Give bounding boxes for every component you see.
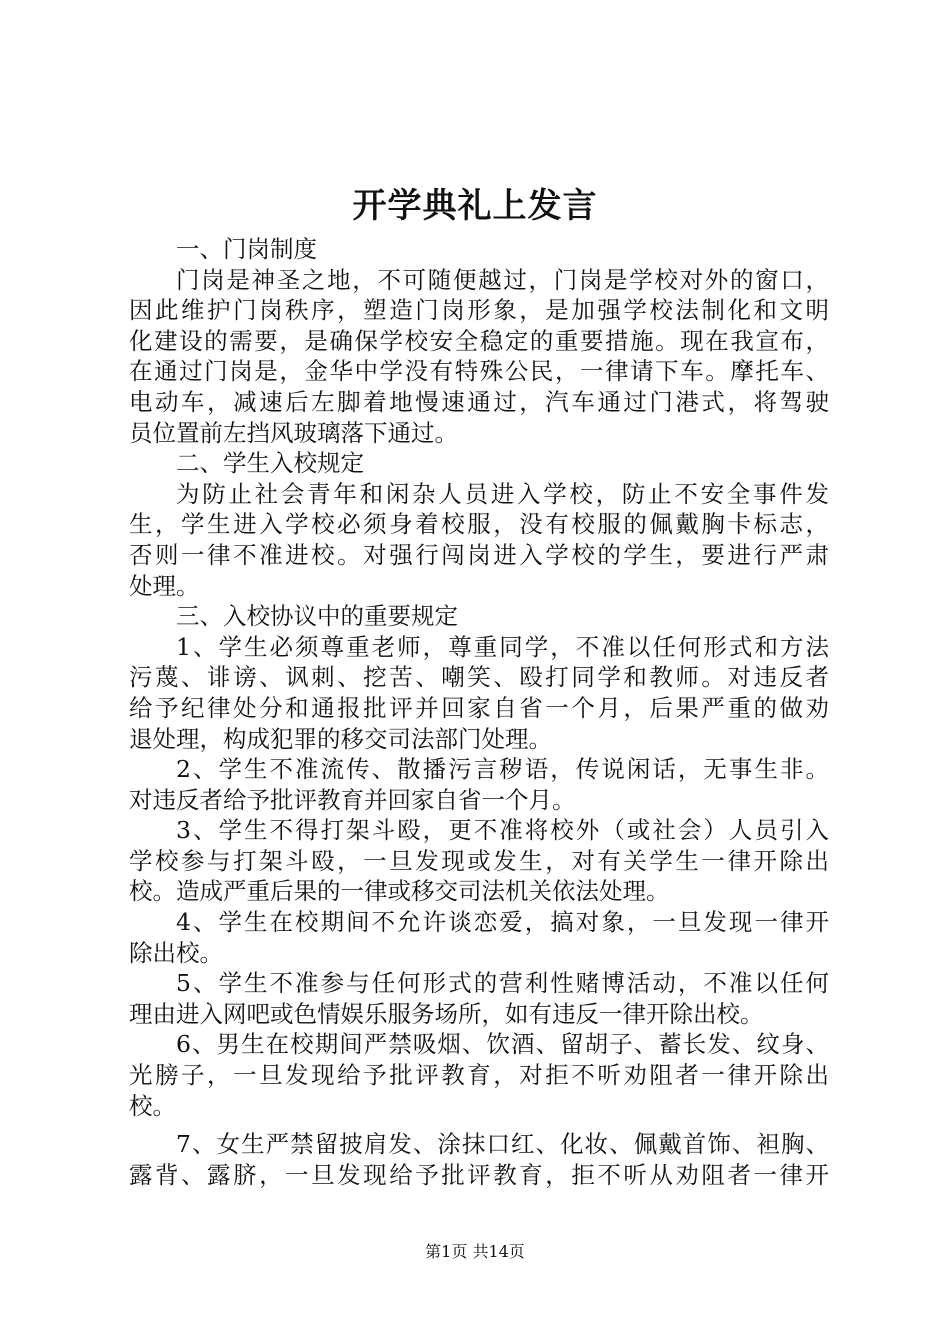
text-line: 三、入校协议中的重要规定 [176, 602, 458, 631]
text-line: 光膀子，一旦发现给予批评教育，对拒不听劝阻者一律开除出 [129, 1061, 829, 1090]
text-line: 4、学生在校期间不允许谈恋爱，搞对象，一旦发现一律开 [176, 908, 829, 937]
text-line: 对违反者给予批评教育并回家自省一个月。 [129, 785, 576, 814]
text-line: 员位置前左挡风玻璃落下通过。 [129, 418, 458, 447]
text-line: 除出校。 [129, 938, 223, 967]
text-line: 在通过门岗是，金华中学没有特殊公民，一律请下车。摩托车、 [129, 357, 829, 386]
text-line: 校。造成严重后果的一律或移交司法机关依法处理。 [129, 877, 670, 906]
text-line: 化建设的需要，是确保学校安全稳定的重要措施。现在我宣布， [129, 326, 829, 355]
text-line: 露背、露脐，一旦发现给予批评教育，拒不听从劝阻者一律开 [129, 1160, 829, 1189]
text-line: 为防止社会青年和闲杂人员进入学校，防止不安全事件发 [176, 479, 829, 508]
document-title: 开学典礼上发言 [352, 186, 598, 226]
text-line: 电动车，减速后左脚着地慢速通过，汽车通过门港式，将驾驶 [129, 387, 829, 416]
text-line: 一、门岗制度 [176, 235, 317, 263]
text-line: 门岗是神圣之地，不可随便越过，门岗是学校对外的窗口， [176, 265, 829, 294]
text-line: 3、学生不得打架斗殴，更不准将校外（或社会）人员引入 [176, 816, 829, 845]
text-line: 生，学生进入学校必须身着校服，没有校服的佩戴胸卡标志， [129, 510, 829, 539]
text-line: 污蔑、诽谤、讽刺、挖苦、嘲笑、殴打同学和教师。对违反者 [129, 663, 829, 692]
text-line: 退处理，构成犯罪的移交司法部门处理。 [129, 724, 552, 753]
text-line: 二、学生入校规定 [176, 449, 364, 478]
text-line: 校。 [129, 1091, 176, 1120]
text-line: 处理。 [129, 571, 200, 600]
text-line: 学校参与打架斗殴，一旦发现或发生，对有关学生一律开除出 [129, 846, 829, 875]
text-line: 给予纪律处分和通报批评并回家自省一个月，后果严重的做劝 [129, 693, 829, 722]
document-body [129, 234, 829, 1190]
text-line: 理由进入网吧或色情娱乐服务场所，如有违反一律开除出校。 [129, 999, 764, 1028]
text-line: 1、学生必须尊重老师，尊重同学，不准以任何形式和方法 [176, 632, 829, 661]
text-line: 6、男生在校期间严禁吸烟、饮酒、留胡子、蓄长发、纹身、 [176, 1030, 829, 1059]
page-footer: 第1页 共14页 [425, 1242, 525, 1261]
text-line: 因此维护门岗秩序，塑造门岗形象，是加强学校法制化和文明 [129, 296, 829, 325]
text-line: 2、学生不准流传、散播污言秽语，传说闲话，无事生非。 [176, 755, 829, 784]
text-line: 7、女生严禁留披肩发、涂抹口红、化妆、佩戴首饰、袒胸、 [176, 1130, 829, 1159]
text-line: 否则一律不准进校。对强行闯岗进入学校的学生，要进行严肃 [129, 540, 829, 569]
paragraph-gap [129, 1121, 829, 1129]
text-line: 5、学生不准参与任何形式的营利性赌博活动，不准以任何 [176, 969, 829, 998]
